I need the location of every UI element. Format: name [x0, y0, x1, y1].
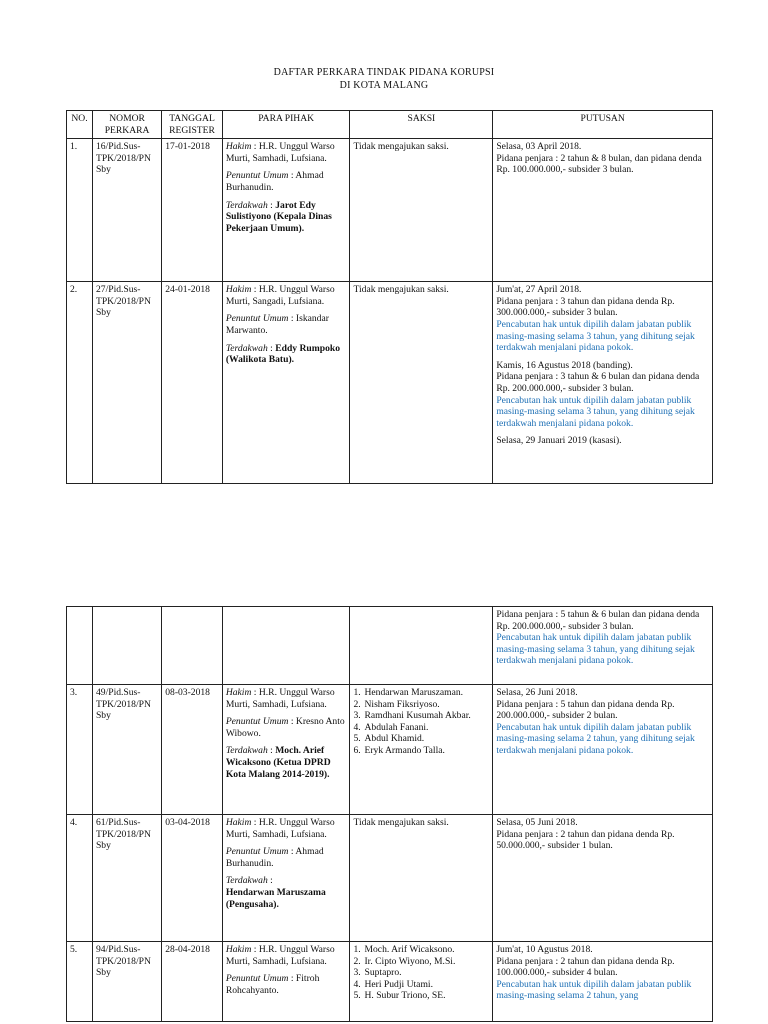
header-para-pihak: PARA PIHAK: [222, 111, 350, 139]
parties-cell: [222, 942, 350, 1022]
row-number: 2.: [67, 282, 93, 484]
verdict-cell: Selasa, 26 Juni 2018. Pidana penjara : 5 tahun dan pidana denda Rp. 200.000.000,- subsider 2 bulan. Pencabutan hak untuk dipilih dalam jabatan publik masing-masing selama 2 tahun, yang dihitung sejak terdakwah menjalani pidana pokok.: [493, 685, 713, 815]
prosecutor-line: Penuntut Umum : Iskandar Marwanto.: [225, 313, 329, 336]
verdict-cell: Jum'at, 10 Agustus 2018. Pidana penjara : 2 tahun dan pidana denda Rp. 100.000.000,- subsider 4 bulan. Pencabutan hak untuk dipilih dalam jabatan publik masing-masing selama 2 tahun, yang: [493, 942, 713, 1022]
row-number: 4.: [67, 815, 93, 942]
table-row-continued: [67, 607, 713, 685]
list-item: 3. Suptapro.: [353, 967, 402, 979]
register-date: 17-01-2018: [162, 139, 223, 282]
judge-line: Hakim : H.R. Unggul Warso Murti, Samhadi, Lufsiana.: [225, 141, 335, 164]
case-number: 49/Pid.Sus-TPK/2018/PN Sby: [92, 685, 161, 815]
verdict-cell: Pidana penjara : 5 tahun & 6 bulan dan pidana denda Rp. 200.000.000,- subsider 3 bulan. Pencabutan hak untuk dipilih dalam jabatan publik masing-masing selama 3 tahun, yang dihitung sejak terdakwah menjalani pidana pokok.: [493, 607, 713, 685]
header-nomor-perkara: NOMOR PERKARA: [92, 111, 161, 139]
witness-cell: [350, 942, 493, 1022]
judge-line: Hakim : H.R. Unggul Warso Murti, Samhadi, Lufsiana.: [225, 817, 335, 840]
defendant-line: Terdakwah : Jarot Edy Sulistiyono (Kepala Dinas Pekerjaan Umum).: [225, 199, 332, 234]
row-number: 1.: [67, 139, 93, 282]
register-date: 24-01-2018: [162, 282, 223, 484]
register-date: 03-04-2018: [162, 815, 223, 942]
header-saksi: SAKSI: [350, 111, 493, 139]
prosecutor-line: Penuntut Umum : Ahmad Burhanudin.: [225, 170, 324, 193]
witness-cell: [350, 685, 493, 815]
list-item: 1. Hendarwan Maruszaman.: [353, 687, 464, 698]
prosecutor-line: Penuntut Umum : Kresno Anto Wibowo.: [225, 716, 345, 739]
witness-list: [353, 944, 489, 1002]
register-date: 28-04-2018: [162, 942, 223, 1022]
case-number: 27/Pid.Sus-TPK/2018/PN Sby: [92, 282, 161, 484]
list-item: 3. Ramdhani Kusumah Akbar.: [353, 710, 471, 722]
list-item: 6. Eryk Armando Talla.: [353, 744, 445, 756]
list-item: 4. Abdulah Fanani.: [353, 721, 429, 733]
prosecutor-line: Penuntut Umum : Fitroh Rohcahyanto.: [225, 973, 320, 996]
judge-line: Hakim : H.R. Unggul Warso Murti, Samhadi, Lufsiana.: [225, 687, 335, 710]
list-item: 2. Ir. Cipto Wiyono, M.Si.: [353, 955, 456, 967]
document-title: DAFTAR PERKARA TINDAK PIDANA KORUPSI: [273, 67, 495, 78]
table-row: [67, 139, 713, 282]
list-item: 2. Nisham Fiksriyoso.: [353, 698, 440, 710]
witness-list: [353, 687, 489, 757]
case-number: 61/Pid.Sus-TPK/2018/PN Sby: [92, 815, 161, 942]
row-number: 3.: [67, 685, 93, 815]
verdict-cell: Selasa, 05 Juni 2018. Pidana penjara : 2 tahun dan pidana denda Rp. 50.000.000,- subsider 1 bulan.: [493, 815, 713, 942]
header-no: NO.: [67, 111, 93, 139]
verdict-cell: Selasa, 03 April 2018. Pidana penjara : 2 tahun & 8 bulan, dan pidana denda Rp. 100.000.000,- subsider 3 bulan.: [493, 139, 713, 282]
parties-cell: [222, 815, 350, 942]
witness-cell: Tidak mengajukan saksi.: [350, 139, 493, 282]
table-row: [67, 685, 713, 815]
prosecutor-line: Penuntut Umum : Ahmad Burhanudin.: [225, 846, 324, 869]
table-row: [67, 942, 713, 1022]
list-item: 1. Moch. Arif Wicaksono.: [353, 944, 455, 955]
header-putusan: PUTUSAN: [493, 111, 713, 139]
witness-cell: Tidak mengajukan saksi.: [350, 282, 493, 484]
defendant-line: Terdakwah : Eddy Rumpoko (Walikota Batu).: [225, 342, 341, 366]
table-header-row: [67, 111, 713, 139]
parties-cell: [222, 685, 350, 815]
witness-cell: Tidak mengajukan saksi.: [350, 815, 493, 942]
register-date: 08-03-2018: [162, 685, 223, 815]
case-table-2: [66, 606, 713, 1022]
document-subtitle: DI KOTA MALANG: [339, 80, 429, 91]
table-row: [67, 815, 713, 942]
case-table-1: [66, 110, 713, 484]
table-row: [67, 282, 713, 484]
list-item: 5. Abdul Khamid.: [353, 733, 425, 745]
case-number: 16/Pid.Sus-TPK/2018/PN Sby: [92, 139, 161, 282]
parties-cell: [222, 282, 350, 484]
parties-cell: [222, 139, 350, 282]
verdict-cell: Jum'at, 27 April 2018. Pidana penjara : 3 tahun dan pidana denda Rp. 300.000.000,- subsider 3 bulan. Pencabutan hak untuk dipilih dalam jabatan publik masing-masing selama 3 tahun, yang dihitung sejak terdakwah menjalani pidana pokok. Kamis, 16 Agustus 2018 (banding). Pidana penjara : 3 tahun & 6 bulan dan pidana denda Rp. 200.000.000,- subsider 3 bulan. Pencabutan hak untuk dipilih dalam jabatan publik masing-masing selama 3 tahun, yang dihitung sejak terdakwah menjalani pidana pokok. Selasa, 29 Januari 2019 (kasasi).: [493, 282, 713, 484]
header-tanggal-register: TANGGAL REGISTER: [162, 111, 223, 139]
list-item: 4. Heri Pudji Utami.: [353, 978, 433, 990]
judge-line: Hakim : H.R. Unggul Warso Murti, Sangadi, Lufsiana.: [225, 284, 335, 307]
defendant-line: Terdakwah : Hendarwan Maruszama (Pengusaha).: [225, 875, 326, 910]
row-number: 5.: [67, 942, 93, 1022]
list-item: 5. H. Subur Triono, SE.: [353, 990, 446, 1002]
defendant-line: Terdakwah : Moch. Arief Wicaksono (Ketua DPRD Kota Malang 2014-2019).: [225, 745, 331, 780]
case-number: 94/Pid.Sus-TPK/2018/PN Sby: [92, 942, 161, 1022]
judge-line: Hakim : H.R. Unggul Warso Murti, Samhadi, Lufsiana.: [225, 944, 335, 967]
